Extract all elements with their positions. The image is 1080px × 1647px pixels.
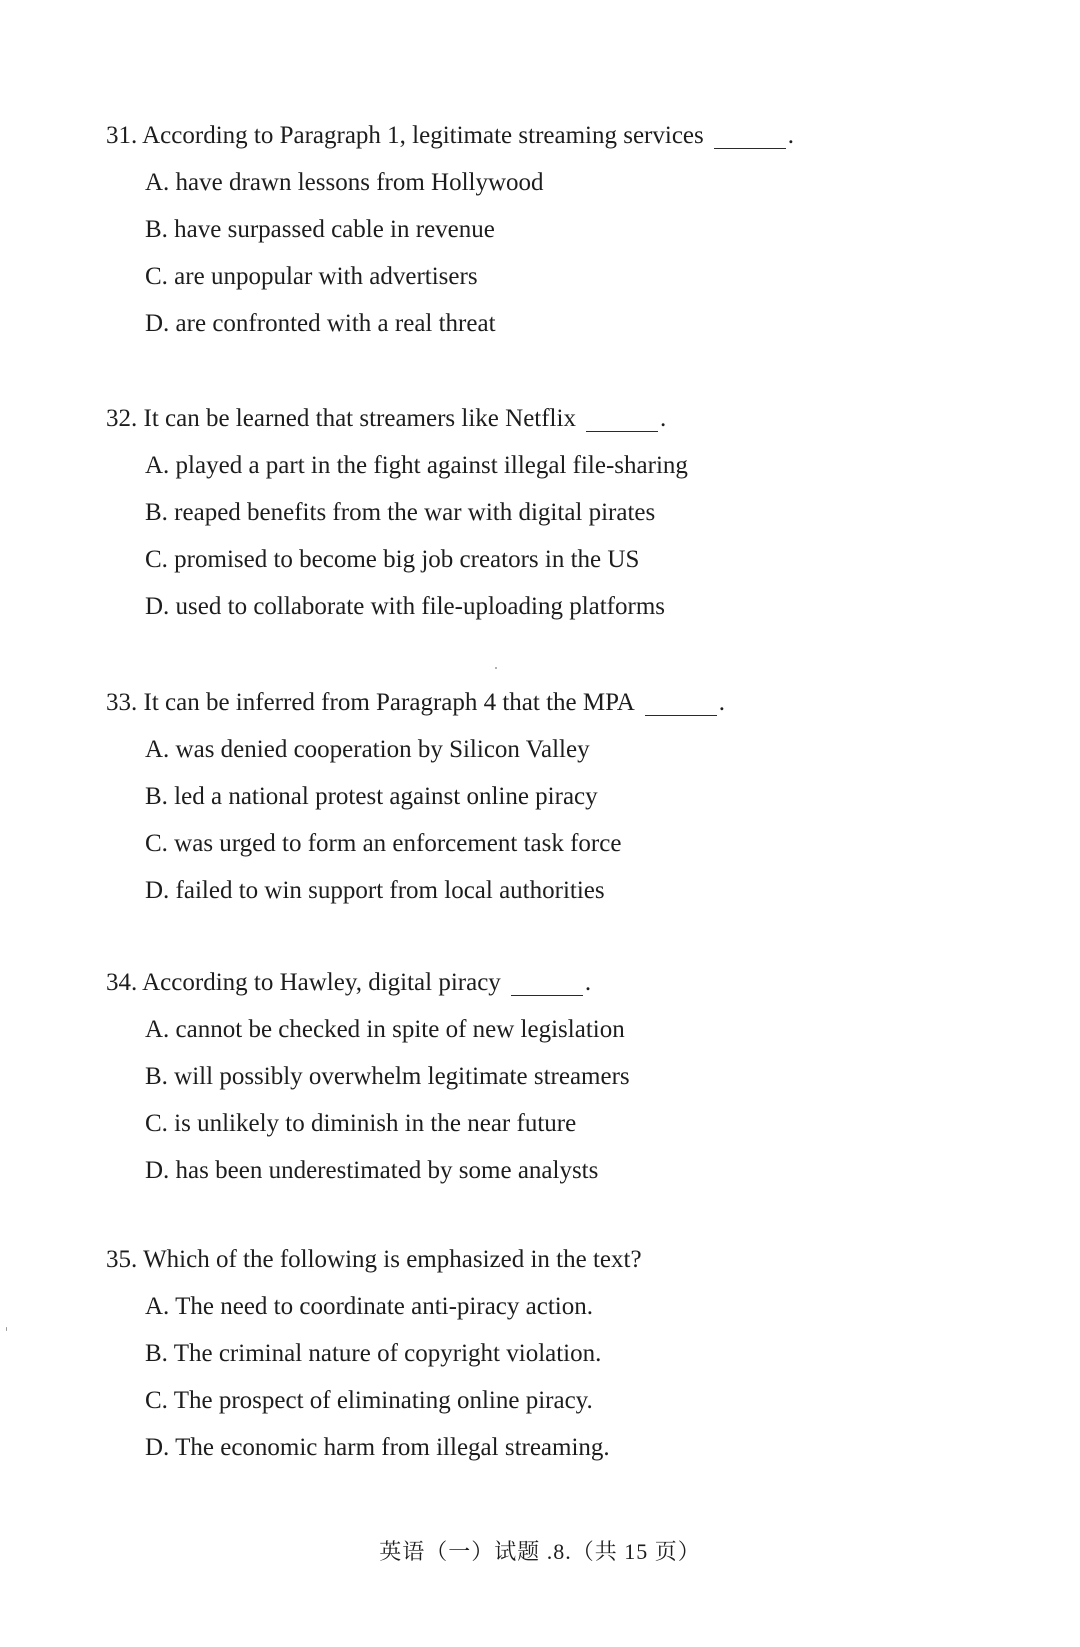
option-list	[106, 168, 1006, 339]
option-list	[106, 1015, 1006, 1186]
question-31	[106, 121, 1006, 339]
scan-speck	[6, 1327, 7, 1331]
question-32	[106, 404, 1006, 622]
question-number: 35.	[106, 1246, 138, 1273]
option-a: A. cannot be checked in spite of new legislation	[145, 1016, 625, 1043]
question-33	[106, 688, 1006, 906]
question-number: 32.	[106, 405, 138, 432]
option-d: D. failed to win support from local authorities	[145, 877, 605, 904]
question-35	[106, 1245, 1006, 1463]
question-stem: 33. It can be inferred from Paragraph 4 that the MPA .	[106, 689, 726, 716]
option-b: B. led a national protest against online piracy	[145, 783, 598, 810]
option-a: A. played a part in the fight against illegal file-sharing	[145, 452, 688, 479]
answer-blank	[645, 695, 717, 716]
question-number: 33.	[106, 689, 138, 716]
answer-blank	[586, 411, 658, 432]
option-d: D. The economic harm from illegal streaming.	[145, 1434, 610, 1461]
option-c: C. promised to become big job creators in the US	[145, 546, 640, 573]
option-a: A. The need to coordinate anti-piracy action.	[145, 1293, 593, 1320]
question-stem	[106, 1245, 1006, 1275]
question-text: It can be inferred from Paragraph 4 that the MPA	[143, 689, 635, 716]
option-a: A. was denied cooperation by Silicon Valley	[145, 736, 590, 763]
question-stem: 32. It can be learned that streamers like Netflix .	[106, 405, 667, 432]
page-footer: 英语（一）试题 .8.（共 15 页）	[379, 1539, 701, 1564]
option-b: B. reaped benefits from the war with digital pirates	[145, 499, 656, 526]
option-b: B. have surpassed cable in revenue	[145, 216, 495, 243]
option-d: D. are confronted with a real threat	[145, 310, 496, 337]
option-c: C. is unlikely to diminish in the near future	[145, 1110, 577, 1137]
scan-speck	[495, 667, 497, 669]
option-d: D. used to collaborate with file-uploading platforms	[145, 593, 666, 620]
option-d: D. has been underestimated by some analysts	[145, 1157, 599, 1184]
option-list	[106, 735, 1006, 906]
question-text: It can be learned that streamers like Netflix	[143, 405, 576, 432]
option-b: B. The criminal nature of copyright violation.	[145, 1340, 602, 1367]
option-c: C. are unpopular with advertisers	[145, 263, 478, 290]
answer-blank	[511, 975, 583, 996]
question-34	[106, 968, 1006, 1186]
option-b: B. will possibly overwhelm legitimate streamers	[145, 1063, 630, 1090]
question-number: 31.	[106, 122, 138, 149]
answer-blank	[714, 128, 786, 149]
question-text: According to Paragraph 1, legitimate streaming services	[142, 122, 704, 149]
question-number: 34.	[106, 969, 138, 996]
question-stem: 31. According to Paragraph 1, legitimate streaming services .	[106, 122, 794, 149]
option-a: A. have drawn lessons from Hollywood	[145, 169, 544, 196]
option-list	[106, 1292, 1006, 1463]
option-c: C. was urged to form an enforcement task force	[145, 830, 622, 857]
question-text: According to Hawley, digital piracy	[142, 969, 501, 996]
question-text: Which of the following is emphasized in the text?	[143, 1246, 642, 1273]
question-stem: 34. According to Hawley, digital piracy .	[106, 969, 592, 996]
option-list	[106, 451, 1006, 622]
option-c: C. The prospect of eliminating online piracy.	[145, 1387, 593, 1414]
